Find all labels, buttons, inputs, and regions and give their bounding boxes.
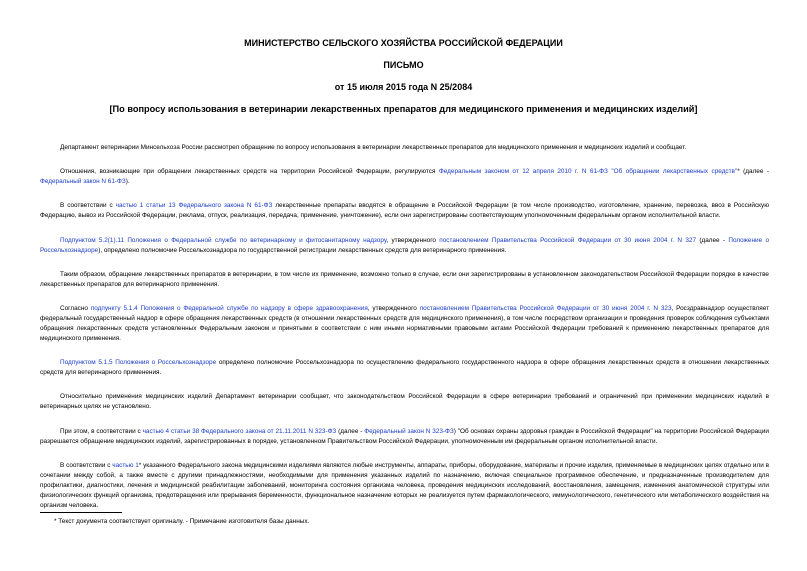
paragraph-2: Отношения, возникающие при обращении лекарственных средств на территории Российской Федерации, регулируются Федеральным законом от 12 апреля 2010 г. N 61-ФЗ "Об обращении лекарственных средств"* (далее - Федеральный закон N 61-ФЗ). (40, 168, 770, 186)
document-body (40, 143, 769, 525)
footnote-divider (40, 512, 122, 513)
ministry-title: МИНИСТЕРСТВО СЕЛЬСКОГО ХОЗЯЙСТВА РОССИЙСКОЙ ФЕДЕРАЦИИ (244, 38, 563, 48)
link-law-61fz-short[interactable]: Федеральный закон N 61-ФЗ (40, 178, 126, 186)
link-subclause-5-2-1-11[interactable]: Подпунктом 5.2(1).11 Положения о Федеральной службе по ветеринарному и фитосанитарному надзору (60, 236, 387, 244)
link-resolution-323[interactable]: постановлением Правительства Российской Федерации от 30 июня 2004 г. N 323 (419, 304, 672, 312)
paragraph-4: Подпунктом 5.2(1).11 Положения о Федеральной службе по ветеринарному и фитосанитарному надзору, утвержденного постановлением Правительства Российской Федерации от 30 июня 2004 г. N 327 (далее - Положение о Россельхознадзоре), определено полномочие Россельхознадзора по государственной регистрации лекарственных средств для ветеринарного применения. (40, 236, 770, 254)
paragraph-1: Департамент ветеринарии Минсельхоза России рассмотрел обращение по вопросу использования в ветеринарии лекарственных препаратов для медицинского применения и медицинских изделий и сообщает. (60, 144, 687, 151)
link-art38-part4[interactable]: частью 4 статьи 38 Федерального закона от 21.11.2011 N 323-ФЗ (142, 427, 337, 435)
link-art13-part1[interactable]: частью 1 статьи 13 Федерального закона N 61-ФЗ (115, 202, 273, 210)
paragraph-10: В соответствии с частью 1* указанного Федерального закона медицинскими изделиями являются любые инструменты, аппараты, приборы, оборудование, материалы и прочие изделия, применяемые в медицинских целях отдельно или в сочетании между собой, а также вместе с другими принадлежностями, необходимыми для применения указанных изделий по назначению, включая специальное программное обеспечение, и предназначенные производителем для профилактики, диагностики, лечения и медицинской реабилитации заболеваний, мониторинга состояния организма человека, проведения медицинских исследований, восстановления, замещения, изменения анатомической структуры или физиологических функций организма, предотвращения или прерывания беременности, функциональное назначение которых не реализуется путем фармакологического, иммунологического, генетического или метаболического воздействия на организм человека. (40, 461, 769, 509)
paragraph-7: Подпунктом 5.1.5 Положения о Россельхознадзоре определено полномочие Россельхознадзора по осуществлению федерального государственного надзора в сфере обращения лекарственных средств в отношении лекарственных средств для ветеринарного применения. (40, 359, 769, 377)
document-date-number: от 15 июля 2015 года N 25/2084 (334, 82, 473, 92)
link-law-61fz[interactable]: Федеральным законом от 12 апреля 2010 г. N 61-ФЗ "Об обращении лекарственных средств" (438, 168, 738, 176)
link-rosselkhoznadzor-regulation[interactable]: Положение о Россельхознадзоре (40, 236, 770, 254)
document-subject: [По вопросу использования в ветеринарии лекарственных препаратов для медицинского применения и медицинских изделий] (109, 104, 698, 114)
footnote: * Текст документа соответствует оригиналу. - Примечание изготовителя базы данных. (54, 518, 310, 525)
paragraph-5: Таким образом, обращение лекарственных препаратов в ветеринарии, в том числе их применение, возможно только в случае, если они зарегистрированы в установленном законодательством Российской Федерации порядке в качестве лекарственных препаратов для ветеринарного применения. (40, 270, 769, 288)
document-type: ПИСЬМО (383, 60, 424, 70)
link-part1[interactable]: частью 1 (112, 461, 139, 469)
paragraph-3: В соответствии с частью 1 статьи 13 Федерального закона N 61-ФЗ лекарственные препараты вводятся в обращение в Российской Федерации (в том числе производство, изготовление, хранение, перевозка, ввоз в Российскую Федерацию, вывоз из Российской Федерации, реклама, отпуск, реализация, передача, применение, уничтожение), если они зарегистрированы соответствующим уполномоченным федеральным органом исполнительной власти. (40, 202, 770, 220)
link-law-323fz[interactable]: Федеральный закон N 323-ФЗ (364, 427, 454, 435)
link-subclause-5-1-4[interactable]: подпункту 5.1.4 Положения о Федеральной службе по надзору в сфере здравоохранения (90, 304, 368, 312)
paragraph-6: Согласно подпункту 5.1.4 Положения о Федеральной службе по надзору в сфере здравоохранения, утвержденного постановлением Правительства Российской Федерации от 30 июня 2004 г. N 323, Росздравнадзор осуществляет федеральный государственный надзор в сфере обращения лекарственных средств (в отношении лекарственных средств для медицинского применения), в том числе посредством организации и проведения проверок соблюдения субъектами обращения лекарственных средств установленных Федеральным законом и принятыми в соответствии с ним иными нормативными правовыми актами Российской Федерации требований к применению лекарственных препаратов для медицинского применения. (40, 304, 770, 342)
link-subclause-5-1-5[interactable]: Подпунктом 5.1.5 Положения о Россельхознадзоре (60, 359, 217, 367)
paragraph-9: При этом, в соответствии с частью 4 статьи 38 Федерального закона от 21.11.2011 N 323-ФЗ (далее - Федеральный закон N 323-ФЗ) "Об основах охраны здоровья граждан в Российской Федерации" на территории Российской Федерации разрешается обращение медицинских изделий, зарегистрированных в порядке, установленном Правительством Российской Федерации, уполномоченным им федеральным органом исполнительной власти. (40, 427, 769, 445)
link-resolution-327[interactable]: постановлением Правительства Российской Федерации от 30 июня 2004 г. N 327 (439, 236, 697, 244)
paragraph-8: Относительно применения медицинских изделий Департамент ветеринарии сообщает, что законодательством Российской Федерации в сфере ветеринарии требований и ограничений при применении медицинских изделий в ветеринарных целях не установлено. (40, 393, 769, 411)
